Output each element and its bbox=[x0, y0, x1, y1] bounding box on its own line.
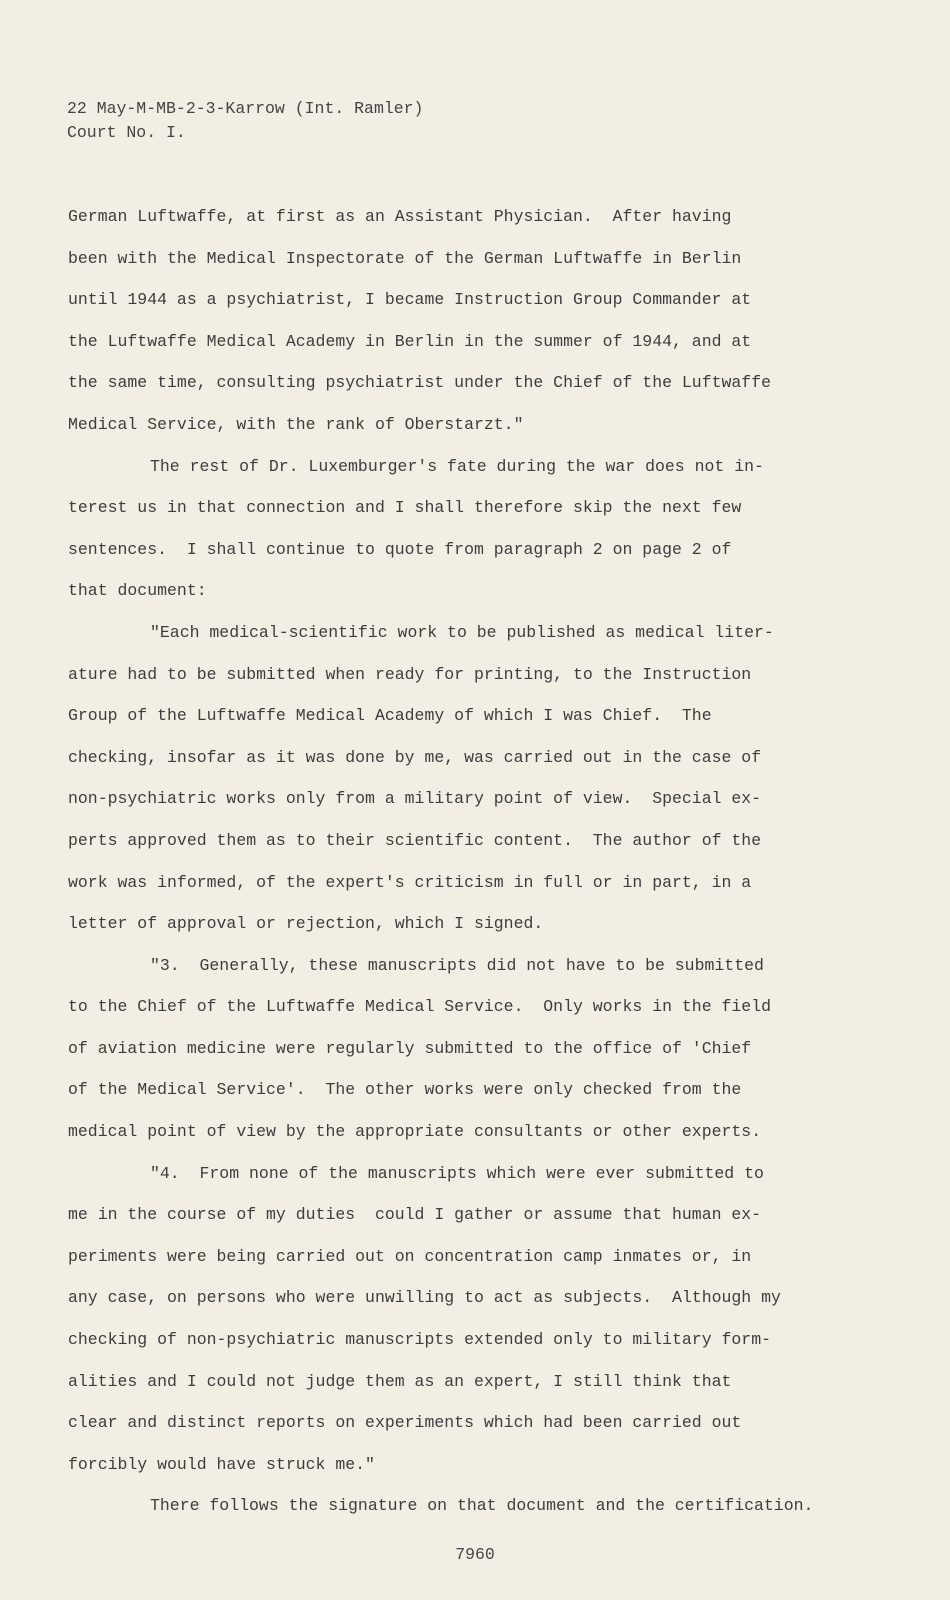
header-court: Court No. I. bbox=[67, 123, 186, 142]
paragraph-start-line: The rest of Dr. Luxemburger's fate during the war does not in- bbox=[150, 456, 764, 476]
text-line: that document: bbox=[68, 581, 207, 601]
text-line: the same time, consulting psychiatrist under the Chief of the Luftwaffe bbox=[68, 373, 772, 393]
text-line: forcibly would have struck me." bbox=[68, 1454, 375, 1474]
text-line: until 1944 as a psychiatrist, I became Instruction Group Commander at bbox=[68, 290, 752, 310]
text-line: been with the Medical Inspectorate of the German Luftwaffe in Berlin bbox=[68, 248, 742, 268]
text-line: to the Chief of the Luftwaffe Medical Service. Only works in the field bbox=[68, 997, 772, 1017]
text-line: me in the course of my duties could I gather or assume that human ex- bbox=[68, 1205, 762, 1225]
text-line: the Luftwaffe Medical Academy in Berlin in the summer of 1944, and at bbox=[68, 331, 752, 351]
text-line: checking of non-psychiatric manuscripts extended only to military form- bbox=[68, 1330, 772, 1350]
paragraph-start-line: "3. Generally, these manuscripts did not have to be submitted bbox=[150, 955, 764, 975]
paragraph-start-line: There follows the signature on that document and the certification. bbox=[150, 1496, 814, 1516]
text-line: sentences. I shall continue to quote from paragraph 2 on page 2 of bbox=[68, 539, 732, 559]
text-line: checking, insofar as it was done by me, was carried out in the case of bbox=[68, 747, 762, 767]
text-line: work was informed, of the expert's criticism in full or in part, in a bbox=[68, 872, 752, 892]
text-line: any case, on persons who were unwilling to act as subjects. Although my bbox=[68, 1288, 781, 1308]
text-line: clear and distinct reports on experiments which had been carried out bbox=[68, 1413, 742, 1433]
paragraph-start-line: "4. From none of the manuscripts which were ever submitted to bbox=[150, 1163, 764, 1183]
header-reference: 22 May-M-MB-2-3-Karrow (Int. Ramler) bbox=[67, 99, 424, 118]
document-body bbox=[68, 196, 858, 1527]
text-line: periments were being carried out on concentration camp inmates or, in bbox=[68, 1246, 752, 1266]
text-line: of the Medical Service'. The other works were only checked from the bbox=[68, 1080, 742, 1100]
text-line: terest us in that connection and I shall therefore skip the next few bbox=[68, 498, 742, 518]
text-line: letter of approval or rejection, which I signed. bbox=[68, 914, 544, 934]
document-header bbox=[67, 97, 423, 145]
page-number: 7960 bbox=[455, 1545, 495, 1564]
text-line: medical point of view by the appropriate consultants or other experts. bbox=[68, 1122, 762, 1142]
text-line: Medical Service, with the rank of Oberstarzt." bbox=[68, 414, 524, 434]
text-line: Group of the Luftwaffe Medical Academy of which I was Chief. The bbox=[68, 706, 712, 726]
text-line: of aviation medicine were regularly submitted to the office of 'Chief bbox=[68, 1038, 752, 1058]
text-line: alities and I could not judge them as an expert, I still think that bbox=[68, 1371, 732, 1391]
text-line: non-psychiatric works only from a military point of view. Special ex- bbox=[68, 789, 762, 809]
text-line: ature had to be submitted when ready for printing, to the Instruction bbox=[68, 664, 752, 684]
text-line: German Luftwaffe, at first as an Assistant Physician. After having bbox=[68, 207, 732, 226]
text-line: perts approved them as to their scientific content. The author of the bbox=[68, 830, 762, 850]
paragraph-start-line: "Each medical-scientific work to be published as medical liter- bbox=[150, 622, 774, 642]
